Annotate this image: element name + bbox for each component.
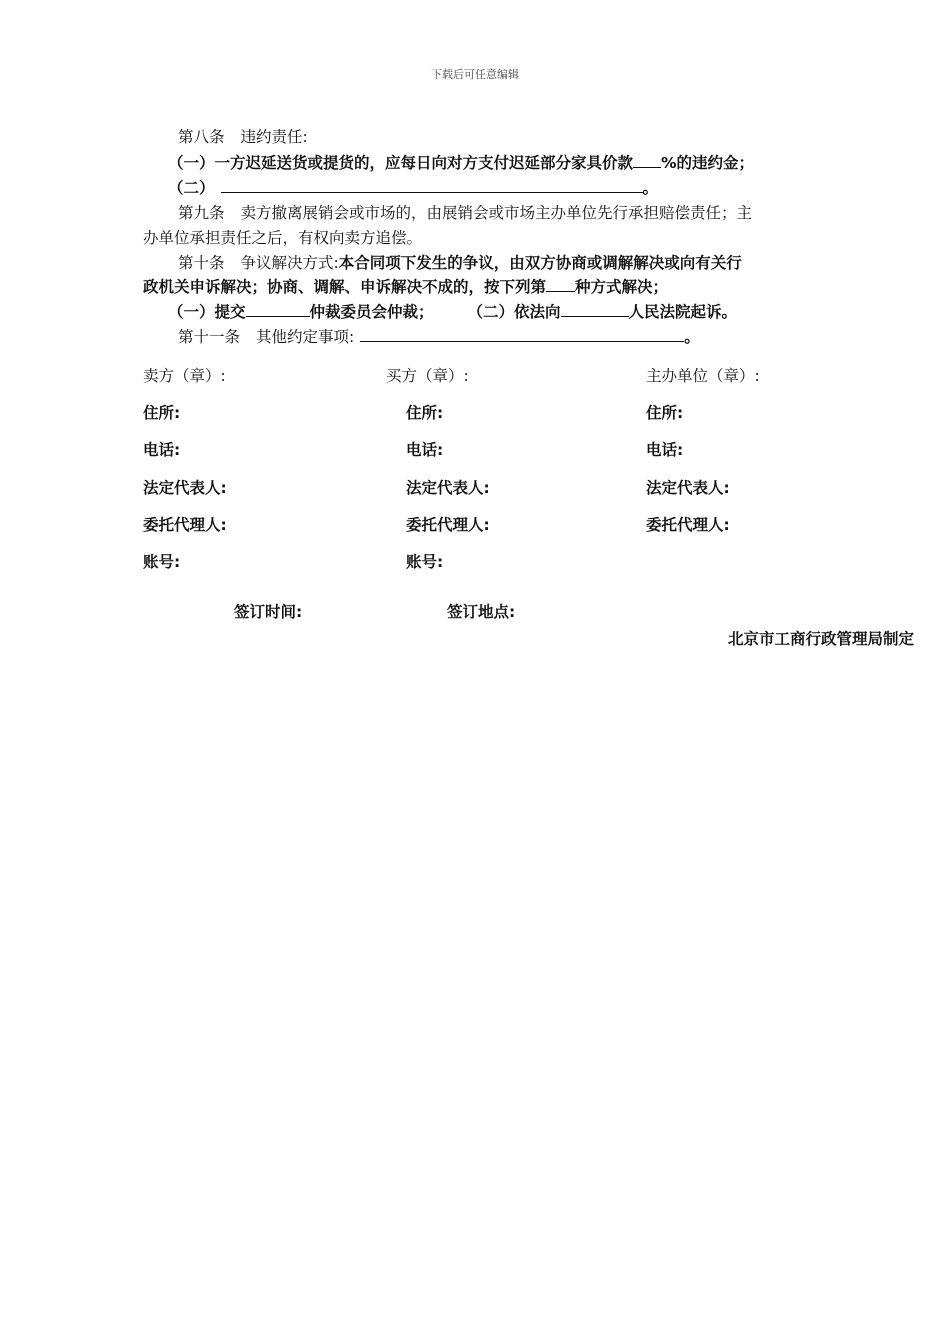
article-8-item-2-prefix: （二） (168, 179, 215, 197)
option-2-suffix: 人民法院起诉。 (628, 303, 738, 321)
signing-place-label: 签订地点: (447, 603, 516, 621)
article-8-heading (143, 127, 308, 147)
arbitration-committee-blank[interactable] (246, 302, 310, 317)
article-9-title: 第九条 (178, 204, 225, 222)
page-header: 下载后可任意编辑 (431, 68, 519, 81)
article-8-item-2-end: 。 (642, 179, 659, 197)
organizer-legal-rep-label: 法定代表人: (646, 479, 730, 497)
article-8-item-2-blank[interactable] (221, 178, 643, 193)
buyer-legal-rep-label: 法定代表人: (406, 479, 490, 497)
option-2-prefix: （二）依法向 (467, 303, 561, 321)
issuer-label: 北京市工商行政管理局制定 (727, 630, 914, 648)
other-matters-blank[interactable] (360, 327, 684, 342)
article-11-end: 。 (684, 328, 700, 346)
article-8-title: 第八条 (178, 128, 225, 146)
article-10-text-1: 本合同项下发生的争议，由双方协商或调解解决或向有关行 (338, 254, 742, 272)
article-8-item-1-suffix: %的违约金； (661, 154, 755, 172)
option-1-prefix: （一）提交 (168, 303, 246, 321)
seller-phone-label: 电话: (143, 441, 181, 459)
article-8-item-2 (168, 178, 658, 198)
article-11-title: 第十一条 (178, 328, 241, 346)
organizer-phone-label: 电话: (646, 441, 684, 459)
article-9-line-1 (143, 203, 752, 223)
article-11-line (143, 327, 700, 347)
penalty-rate-blank[interactable] (633, 153, 661, 168)
seller-seal-label: 卖方（章）: (143, 367, 226, 385)
article-10-line-1 (143, 253, 742, 273)
article-9-text-1: 卖方撤离展销会或市场的，由展销会或市场主办单位先行承担赔偿责任；主 (240, 204, 753, 222)
seller-account-label: 账号: (143, 553, 181, 571)
court-blank[interactable] (561, 302, 629, 317)
article-10-title: 第十条 (178, 254, 225, 272)
article-10-line-2 (143, 277, 668, 297)
buyer-account-label: 账号: (406, 553, 444, 571)
article-8-item-1 (168, 153, 754, 173)
buyer-seal-label: 买方（章）: (386, 367, 469, 385)
organizer-agent-label: 委托代理人: (646, 516, 730, 534)
seller-address-label: 住所: (143, 404, 181, 422)
resolution-method-blank[interactable] (546, 277, 575, 292)
article-10-options (168, 302, 737, 322)
article-10-text-2: 政机关申诉解决；协商、调解、申诉解决不成的，按下列第 (143, 278, 547, 296)
seller-legal-rep-label: 法定代表人: (143, 479, 227, 497)
article-11-subject: 其他约定事项: (256, 328, 355, 346)
buyer-phone-label: 电话: (406, 441, 444, 459)
seller-agent-label: 委托代理人: (143, 516, 227, 534)
organizer-seal-label: 主办单位（章）: (646, 367, 760, 385)
article-10-subject: 争议解决方式: (240, 254, 339, 272)
article-9-line-2: 办单位承担责任之后，有权向卖方追偿。 (143, 229, 423, 247)
article-10-text-2-suffix: 种方式解决； (575, 278, 669, 296)
article-8-item-1-text: （一）一方迟延送货或提货的，应每日向对方支付迟延部分家具价款 (168, 154, 634, 172)
article-8-subject: 违约责任: (240, 128, 308, 146)
signing-time-label: 签订时间: (234, 603, 303, 621)
organizer-address-label: 住所: (646, 404, 684, 422)
buyer-agent-label: 委托代理人: (406, 516, 490, 534)
option-1-suffix: 仲裁委员会仲裁； (309, 303, 434, 321)
buyer-address-label: 住所: (406, 404, 444, 422)
